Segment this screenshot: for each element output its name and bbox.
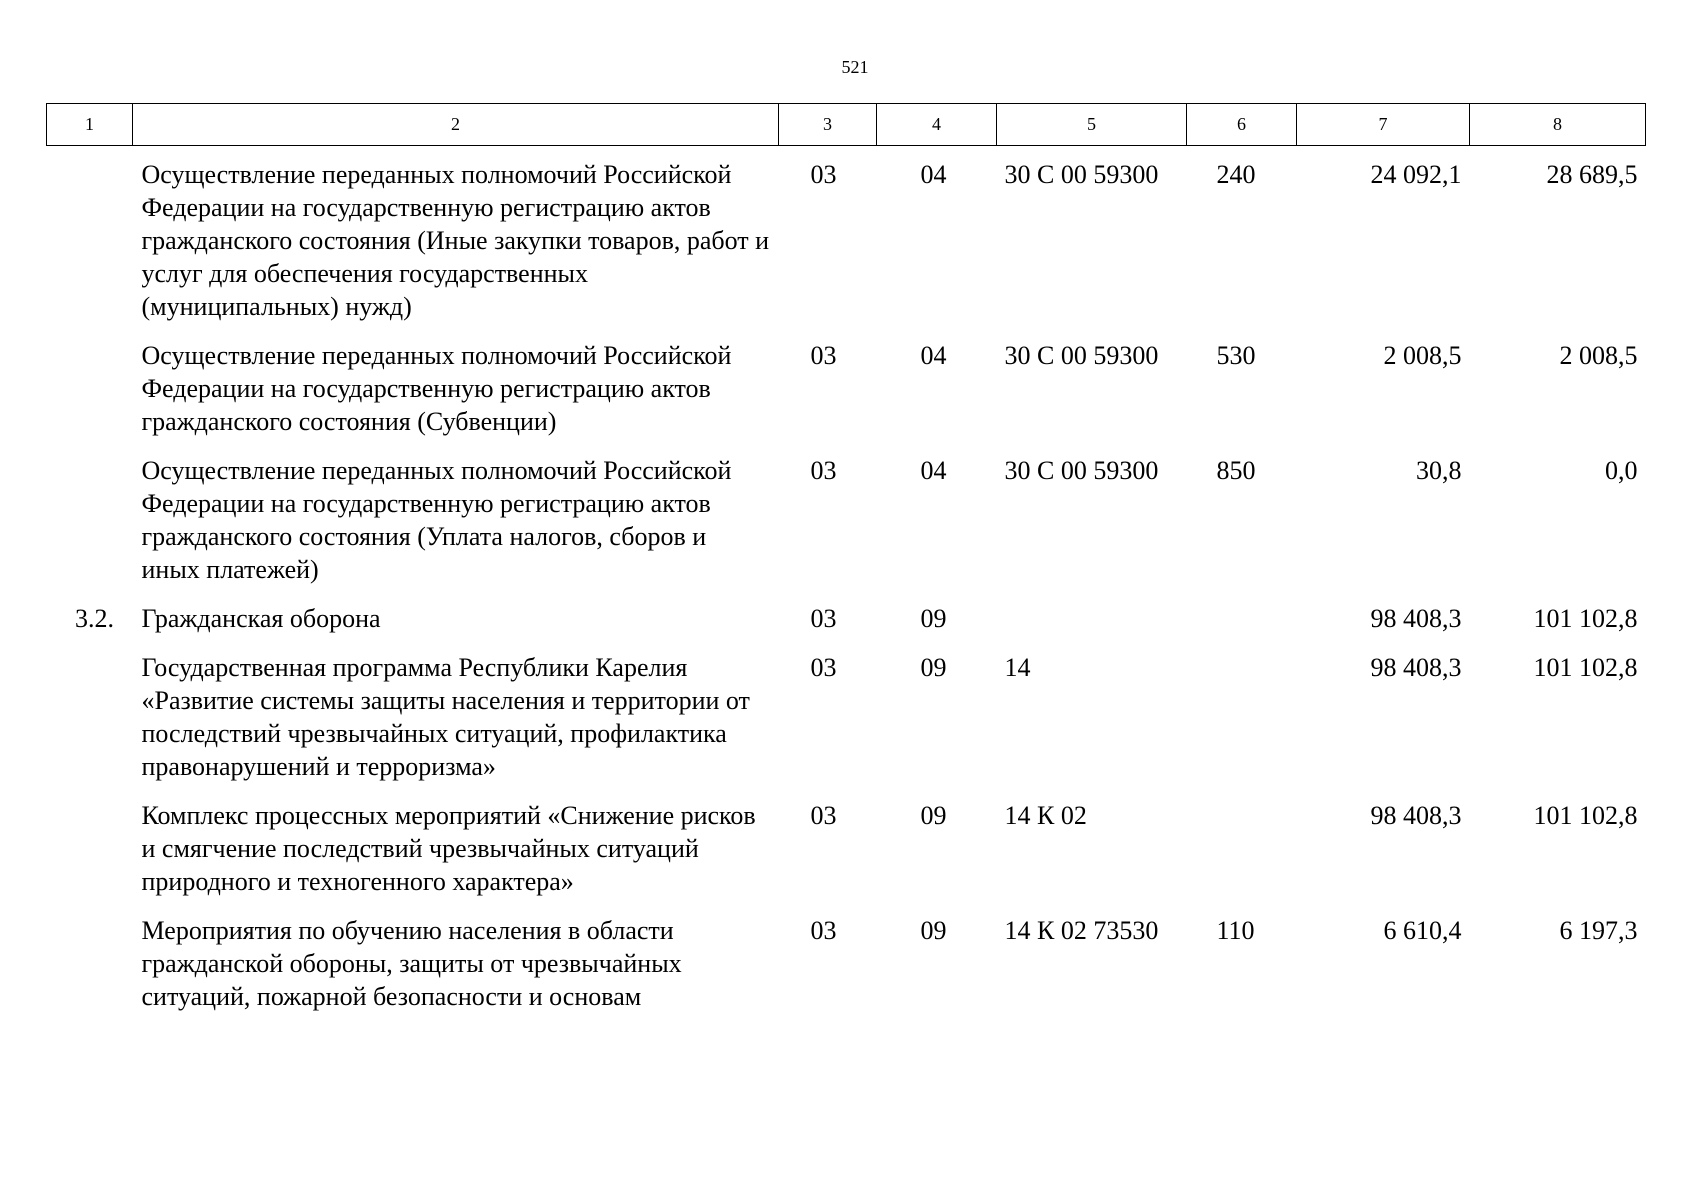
target-article-code [997,602,1187,651]
row-description: Осуществление переданных полномочий Российской Федерации на государственную регистрацию актов гражданского состояния (Иные закупки товаров, работ и услуг для обеспечения государственных (муниципальных) нужд) [141,160,770,321]
section-code: 03 [810,916,837,945]
table-row [47,602,1646,651]
amount-year-1: 98 408,3 [1370,801,1462,830]
section-code: 03 [810,604,837,633]
row-number [47,799,133,914]
subsection-code: 04 [920,456,947,485]
subsection-code: 09 [920,916,947,945]
section-code: 03 [810,160,837,189]
target-article-code: 14 К 02 73530 [1004,916,1159,945]
row-description: Осуществление переданных полномочий Российской Федерации на государственную регистрацию актов гражданского состояния (Уплата налогов, сборов и иных платежей) [141,456,732,584]
budget-table [46,103,1646,1029]
table-row [47,651,1646,799]
expense-type-code [1187,799,1297,914]
table-row [47,454,1646,602]
row-description: Комплекс процессных мероприятий «Снижение рисков и смягчение последствий чрезвычайных ситуаций природного и техногенного характера» [141,801,756,896]
subsection-code: 04 [920,160,947,189]
amount-year-2: 101 102,8 [1533,604,1638,633]
row-description: Осуществление переданных полномочий Российской Федерации на государственную регистрацию актов гражданского состояния (Субвенции) [141,341,732,436]
column-header-1: 1 [47,104,133,146]
expense-type-code: 240 [1216,160,1256,189]
expense-type-code: 850 [1216,456,1256,485]
row-number [47,339,133,454]
subsection-code: 04 [920,341,947,370]
row-description: Гражданская оборона [141,604,381,633]
table-row [47,339,1646,454]
expense-type-code: 110 [1216,916,1255,945]
section-code: 03 [810,653,837,682]
column-header-5: 5 [997,104,1187,146]
amount-year-2: 101 102,8 [1533,653,1638,682]
amount-year-2: 6 197,3 [1559,916,1638,945]
target-article-code: 14 К 02 [1004,801,1087,830]
row-description: Государственная программа Республики Карелия «Развитие системы защиты населения и территории от последствий чрезвычайных ситуаций, профилактика правонарушений и терроризма» [141,653,750,781]
column-header-4: 4 [877,104,997,146]
column-header-3: 3 [779,104,877,146]
column-header-2: 2 [133,104,779,146]
amount-year-2: 101 102,8 [1533,801,1638,830]
row-number: 3.2. [75,604,114,633]
row-number [47,651,133,799]
page-number: 521 [841,57,869,77]
table-header-row [47,104,1646,146]
row-number [47,146,133,340]
section-code: 03 [810,456,837,485]
table-row [47,799,1646,914]
amount-year-1: 98 408,3 [1370,653,1462,682]
subsection-code: 09 [920,801,947,830]
table-row [47,914,1646,1029]
section-code: 03 [810,801,837,830]
expense-type-code: 530 [1216,341,1256,370]
amount-year-1: 30,8 [1416,456,1462,485]
row-number [47,914,133,1029]
expense-type-code [1187,651,1297,799]
amount-year-2: 28 689,5 [1546,160,1638,189]
column-header-6: 6 [1187,104,1297,146]
subsection-code: 09 [920,653,947,682]
row-description: Мероприятия по обучению населения в области гражданской обороны, защиты от чрезвычайных ситуаций, пожарной безопасности и основам [141,916,682,1011]
target-article-code: 30 С 00 59300 [1004,341,1159,370]
column-header-8: 8 [1470,104,1646,146]
row-number [47,454,133,602]
table-row [47,146,1646,340]
target-article-code: 30 С 00 59300 [1004,456,1159,485]
target-article-code: 30 С 00 59300 [1004,160,1159,189]
column-header-7: 7 [1297,104,1470,146]
amount-year-1: 24 092,1 [1370,160,1462,189]
amount-year-1: 98 408,3 [1370,604,1462,633]
amount-year-1: 2 008,5 [1383,341,1462,370]
section-code: 03 [810,341,837,370]
target-article-code: 14 [1004,653,1031,682]
amount-year-2: 2 008,5 [1559,341,1638,370]
amount-year-1: 6 610,4 [1383,916,1462,945]
amount-year-2: 0,0 [1605,456,1638,485]
expense-type-code [1187,602,1297,651]
subsection-code: 09 [920,604,947,633]
